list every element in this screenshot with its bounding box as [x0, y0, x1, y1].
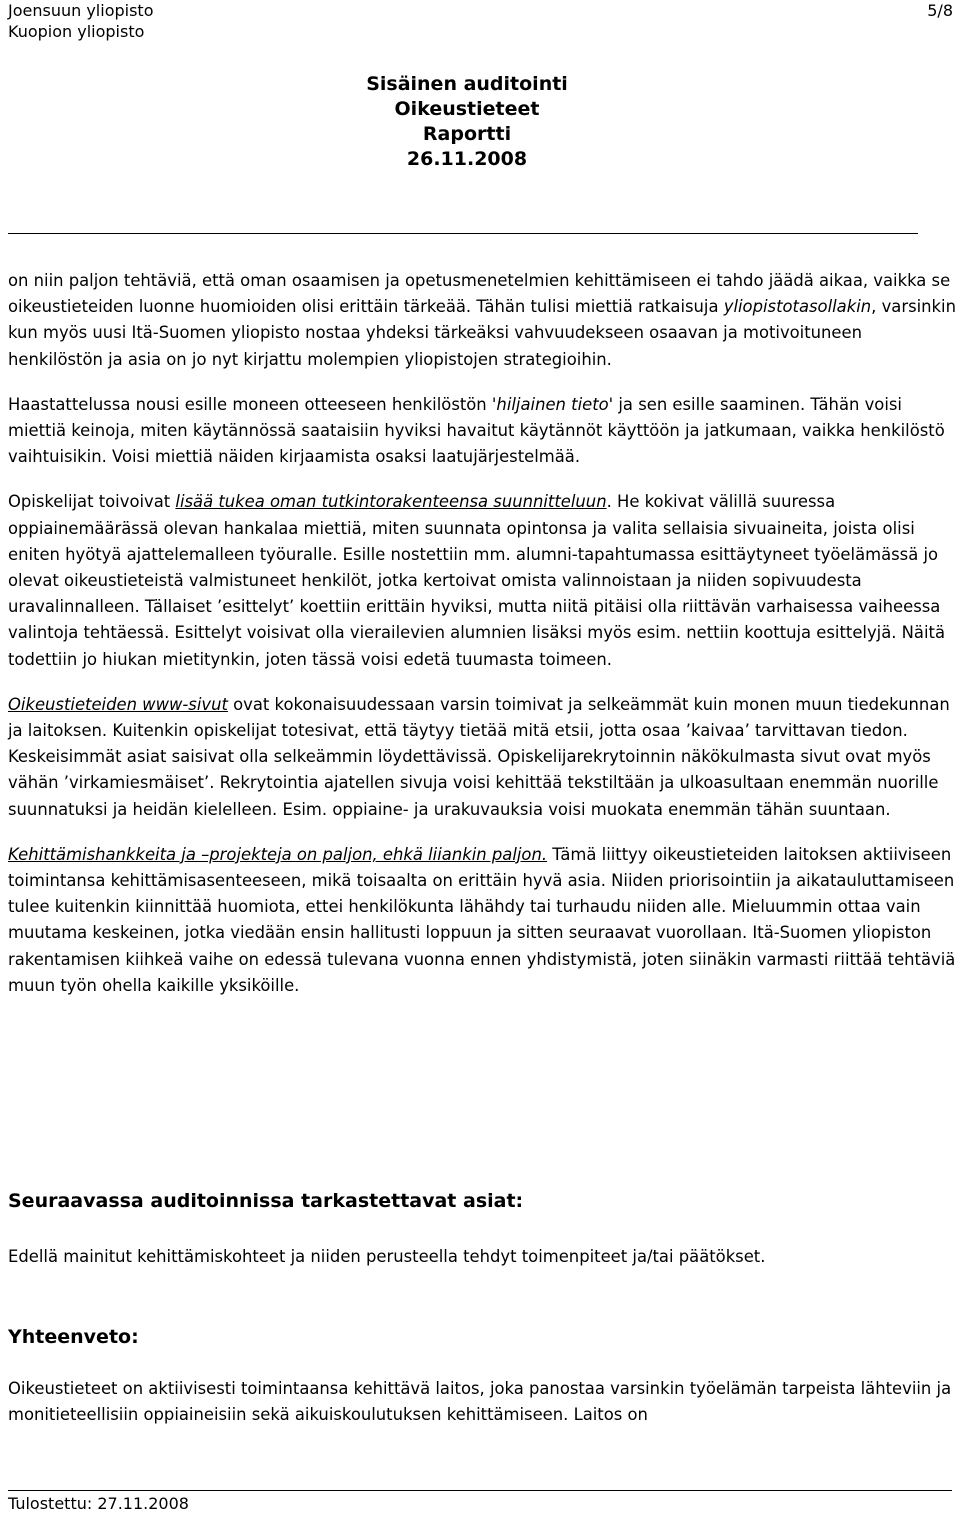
emphasized-text: 'hiljainen tieto' [491, 394, 614, 414]
page-number: 5/8 [927, 1, 953, 20]
paragraph [8, 489, 960, 672]
emphasized-text: Kehittämishankkeita ja –projekteja on paljon, ehkä liiankin paljon. [8, 844, 548, 864]
paragraph-text: Opiskelijat toivoivat [8, 492, 176, 512]
header-divider [8, 233, 918, 234]
emphasized-text: Oikeustieteiden www-sivut [8, 694, 228, 714]
paragraph [8, 842, 960, 999]
header-org-kuopio: Kuopion yliopisto [8, 22, 145, 41]
paragraph-text: , varsinkin kun myös uusi Itä-Suomen yliopisto nostaa yhdeksi tärkeäksi vahvuudekseen osaavan ja motivoituneen henkilöstön ja asia on jo nyt kirjattu molempien yliopistojen strategioihin. [8, 297, 956, 369]
emphasized-text: yliopistotasollakin [723, 297, 872, 317]
section-heading-next-audit: Seuraavassa auditoinnissa tarkastettavat asiat: [8, 1190, 524, 1212]
section-heading-summary: Yhteenveto: [8, 1326, 139, 1348]
paragraph-text: Haastattelussa nousi esille moneen otteeseen henkilöstön [8, 394, 492, 414]
paragraph-text: . He kokivat välillä suuressa oppiainemäärässä olevan hankalaa miettiä, miten suunnata opintonsa ja valita sellaisia sivuaineita, joista olisi eniten hyötyä ajattelemalleen työuralle. Esille nostettiin mm. alumni-tapahtumassa esittäytyneet työelämässä jo olevat oikeustieteistä valmistuneet henkilöt, jotka kertoivat omista valinnoistaan ja niiden sopivuudesta uravalinnalleen. Tällaiset ’esittelyt’ koettiin erittäin hyviksi, mutta niitä pitäisi olla riittävän varhaisessa vaiheessa valintoja tehtäessä. Esittelyt voisivat olla vierailevien alumnien lisäksi myös esim. nettiin koottuja esittelyjä. Näitä todettiin jo hiukan mietitynkin, joten tässä voisi edetä tuumasta toimeen. [8, 492, 946, 669]
emphasized-text: lisää tukea oman tutkintorakenteensa suunnitteluun [175, 492, 607, 512]
header-org-joensuu: Joensuun yliopisto [8, 1, 154, 20]
body-text [8, 268, 960, 999]
paragraph-text: ja sen esille saaminen. Tähän voisi miettiä keinoja, miten käytännössä saataisiin hyviksi havaitut käytännöt käyttöön ja jatkumaan, vaikka henkilöstö vaihtuisikin. Voisi miettiä näiden kirjaamista osaksi laatujärjestelmää. [8, 394, 945, 467]
header-organizations [8, 0, 153, 42]
title-audit: Sisäinen auditointi [366, 73, 568, 95]
footer-printed-date: Tulostettu: 27.11.2008 [8, 1494, 189, 1513]
paragraph-text: Tämä liittyy oikeustieteiden laitoksen aktiiviseen toimintansa kehittämisasenteeseen, mikä toisaalta on erittäin hyvä asia. Niiden priorisointiin ja aikatauluttamiseen tulee kuitenkin kiinnittää huomiota, ettei henkilökunta lähähdy tai turhaudu niiden alle. Mieluummin ottaa vain muutama keskeinen, jotka viedään ensin hallitusti loppuun ja sitten seuraavat vuorollaan. Itä-Suomen yliopiston rakentamisen kiihkeä vaihe on edessä tulevana vuonna ennen yhdistymistä, joten siinäkin varmasti riittää tehtäviä muun työn ohella kaikille yksiköille. [8, 844, 956, 995]
section-text-next-audit: Edellä mainitut kehittämiskohteet ja niiden perusteella tehdyt toimenpiteet ja/tai päätökset. [8, 1247, 766, 1266]
footer-divider [8, 1490, 952, 1491]
paragraph [8, 692, 960, 823]
title-subject: Oikeustieteet [394, 98, 540, 120]
title-report: Raportti [422, 123, 512, 145]
paragraph-text: ovat kokonaisuudessaan varsin toimivat ja selkeämmät kuin monen muun tiedekunnan ja laitoksen. Kuitenkin opiskelijat totesivat, että täytyy tietää mitä etsii, jotta osaa ’kaivaa’ tarvittavan tiedon. Keskeisimmät asiat saisivat olla selkeämmin löydettävissä. Opiskelijarekrytoinnin näkökulmasta sivut ovat myös vähän ’virkamiesmäiset’. Rekrytointia ajatellen sivuja voisi kehittää tekstiltään ja ulkoasultaan enemmän nuorille suunnatuksi ja heidän kielelleen. Esim. oppiaine- ja urakuvauksia voisi muokata enemmän tähän suuntaan. [8, 694, 950, 819]
section-text-summary: Oikeustieteet on aktiivisesti toimintaansa kehittävä laitos, joka panostaa varsinkin työelämän tarpeista lähteviin ja monitieteellisiin oppiaineisiin sekä aikuiskoulutuksen kehittämiseen. Laitos on [8, 1379, 952, 1425]
paragraph [8, 392, 960, 471]
paragraph-text: on niin paljon tehtäviä, että oman osaamisen ja opetusmenetelmien kehittämiseen ei tahdo jäädä aikaa, vaikka se oikeustieteiden luonne huomioiden olisi erittäin tärkeää. Tähän tulisi miettiä ratkaisuja [8, 271, 951, 317]
title-date: 26.11.2008 [406, 148, 528, 170]
paragraph [8, 268, 960, 373]
document-title-block [0, 72, 934, 172]
